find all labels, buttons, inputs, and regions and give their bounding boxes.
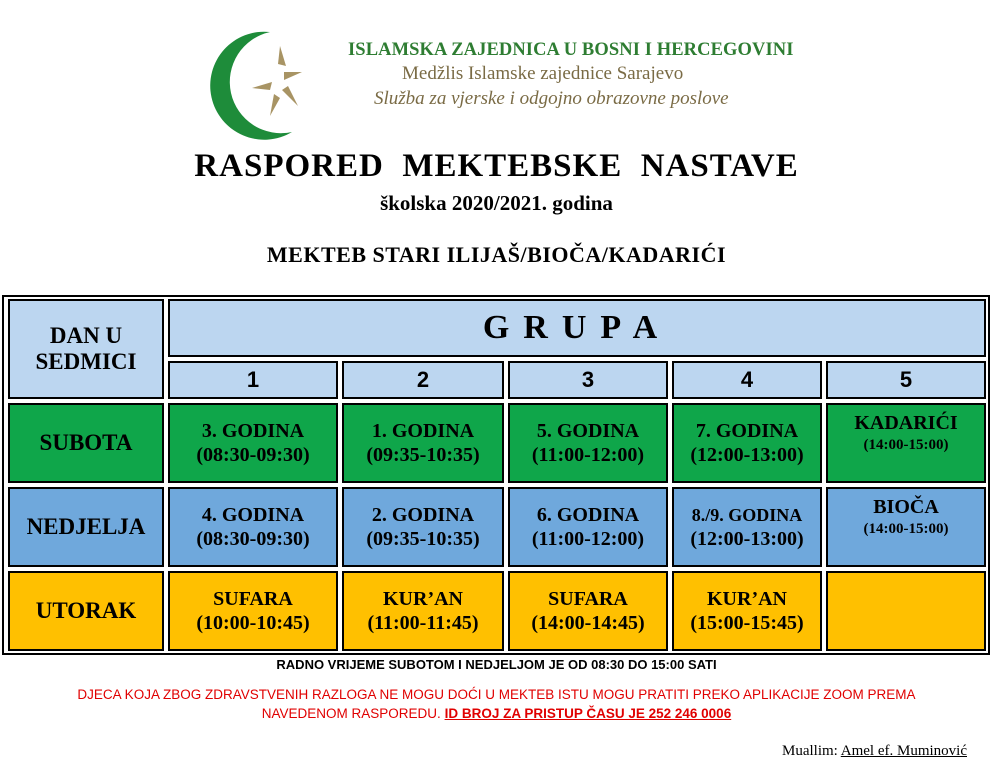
cell-title: SUFARA <box>548 588 628 610</box>
cell-time: (14:00-14:45) <box>531 612 645 634</box>
group-header-label: GRUPA <box>482 309 672 346</box>
schedule-cell <box>826 403 986 483</box>
group-number-label: 3 <box>581 367 595 392</box>
organization-subunit: Medžlis Islamske zajednice Sarajevo <box>402 63 684 84</box>
day-label: UTORAK <box>35 598 137 623</box>
mekteb-name: MEKTEB STARI ILIJAŠ/BIOČA/KADARIĆI <box>266 242 727 267</box>
schedule-cell <box>168 571 338 651</box>
schedule-cell <box>342 571 504 651</box>
cell-time: (09:35-10:35) <box>366 444 480 466</box>
cell-title: 2. GODINA <box>371 504 475 526</box>
signature-name: Amel ef. Muminović <box>840 743 967 759</box>
cell-time: (11:00-12:00) <box>531 528 645 550</box>
day-cell-utorak <box>8 571 164 651</box>
group-number-2 <box>342 361 504 399</box>
group-number-3 <box>508 361 668 399</box>
cell-time: (11:00-11:45) <box>367 612 479 634</box>
cell-title: SUFARA <box>213 588 293 610</box>
schedule-cell-empty <box>826 571 986 651</box>
cell-title: KADARIĆI <box>854 412 958 434</box>
schedule-cell <box>672 403 822 483</box>
cell-time: (12:00-13:00) <box>690 528 804 550</box>
zoom-note <box>60 685 933 723</box>
cell-title: 7. GODINA <box>695 420 799 442</box>
zoom-note-text: DJECA KOJA ZBOG ZDRAVSTVENIH RAZLOGA NE MOGU DOĆI U MEKTEB ISTU MOGU PRATITI PREKO APLIKACIJE ZOOM PREMA NAVEDENOM RASPOREDU. <box>77 687 916 721</box>
schedule-cell <box>672 571 822 651</box>
schedule-cell <box>168 403 338 483</box>
cell-title: 6. GODINA <box>536 504 640 526</box>
schedule-cell <box>672 487 822 567</box>
organization-name: ISLAMSKA ZAJEDNICA U BOSNI I HERCEGOVINI <box>348 40 794 60</box>
cell-title: 4. GODINA <box>201 504 305 526</box>
working-hours-note: RADNO VRIJEME SUBOTOM I NEDJELJOM JE OD 08:30 DO 15:00 SATI <box>276 657 717 672</box>
group-number-label: 1 <box>246 367 260 392</box>
schedule-cell <box>168 487 338 567</box>
day-label: SUBOTA <box>39 430 133 455</box>
signature-label: Muallim: <box>781 743 838 759</box>
group-number-label: 4 <box>740 367 754 392</box>
cell-time: (09:35-10:35) <box>366 528 480 550</box>
schedule-cell <box>826 487 986 567</box>
cell-time: (08:30-09:30) <box>196 528 310 550</box>
corner-line2: SEDMICI <box>35 349 137 374</box>
cell-title: 5. GODINA <box>536 420 640 442</box>
day-cell-nedjelja <box>8 487 164 567</box>
cell-time: (10:00-10:45) <box>196 612 310 634</box>
day-cell-subota <box>8 403 164 483</box>
cell-title: KUR’AN <box>707 588 787 610</box>
school-year: školska 2020/2021. godina <box>380 191 613 215</box>
cell-title: BIOČA <box>873 496 939 518</box>
page-title: RASPORED MEKTEBSKE NASTAVE <box>194 148 799 184</box>
organization-service: Služba za vjerske i odgojno obrazovne poslove <box>374 88 729 109</box>
signature <box>782 743 967 760</box>
schedule-cell <box>342 403 504 483</box>
schedule-cell <box>508 403 668 483</box>
cell-time: (14:00-15:00) <box>863 437 949 453</box>
schedule-cell <box>342 487 504 567</box>
group-number-label: 2 <box>416 367 430 392</box>
group-header <box>168 299 986 357</box>
cell-title: KUR’AN <box>383 588 463 610</box>
cell-time: (14:00-15:00) <box>863 521 949 537</box>
group-number-5 <box>826 361 986 399</box>
cell-title: 3. GODINA <box>201 420 305 442</box>
star-icon <box>252 46 302 116</box>
cell-time: (15:00-15:45) <box>690 612 804 634</box>
cell-time: (08:30-09:30) <box>196 444 310 466</box>
schedule-cell <box>508 571 668 651</box>
corner-header <box>8 299 164 399</box>
day-label: NEDJELJA <box>26 514 146 539</box>
cell-time: (11:00-12:00) <box>531 444 645 466</box>
corner-line1: DAN U <box>49 323 123 348</box>
group-number-4 <box>672 361 822 399</box>
cell-title: 1. GODINA <box>371 420 475 442</box>
cell-time: (12:00-13:00) <box>690 444 804 466</box>
cell-title: 8./9. GODINA <box>691 505 803 525</box>
zoom-id-text: ID BROJ ZA PRISTUP ČASU JE 252 246 0006 <box>444 706 732 721</box>
group-number-label: 5 <box>899 367 913 392</box>
group-number-1 <box>168 361 338 399</box>
schedule-cell <box>508 487 668 567</box>
crescent-icon <box>210 32 292 140</box>
logo <box>200 28 318 140</box>
